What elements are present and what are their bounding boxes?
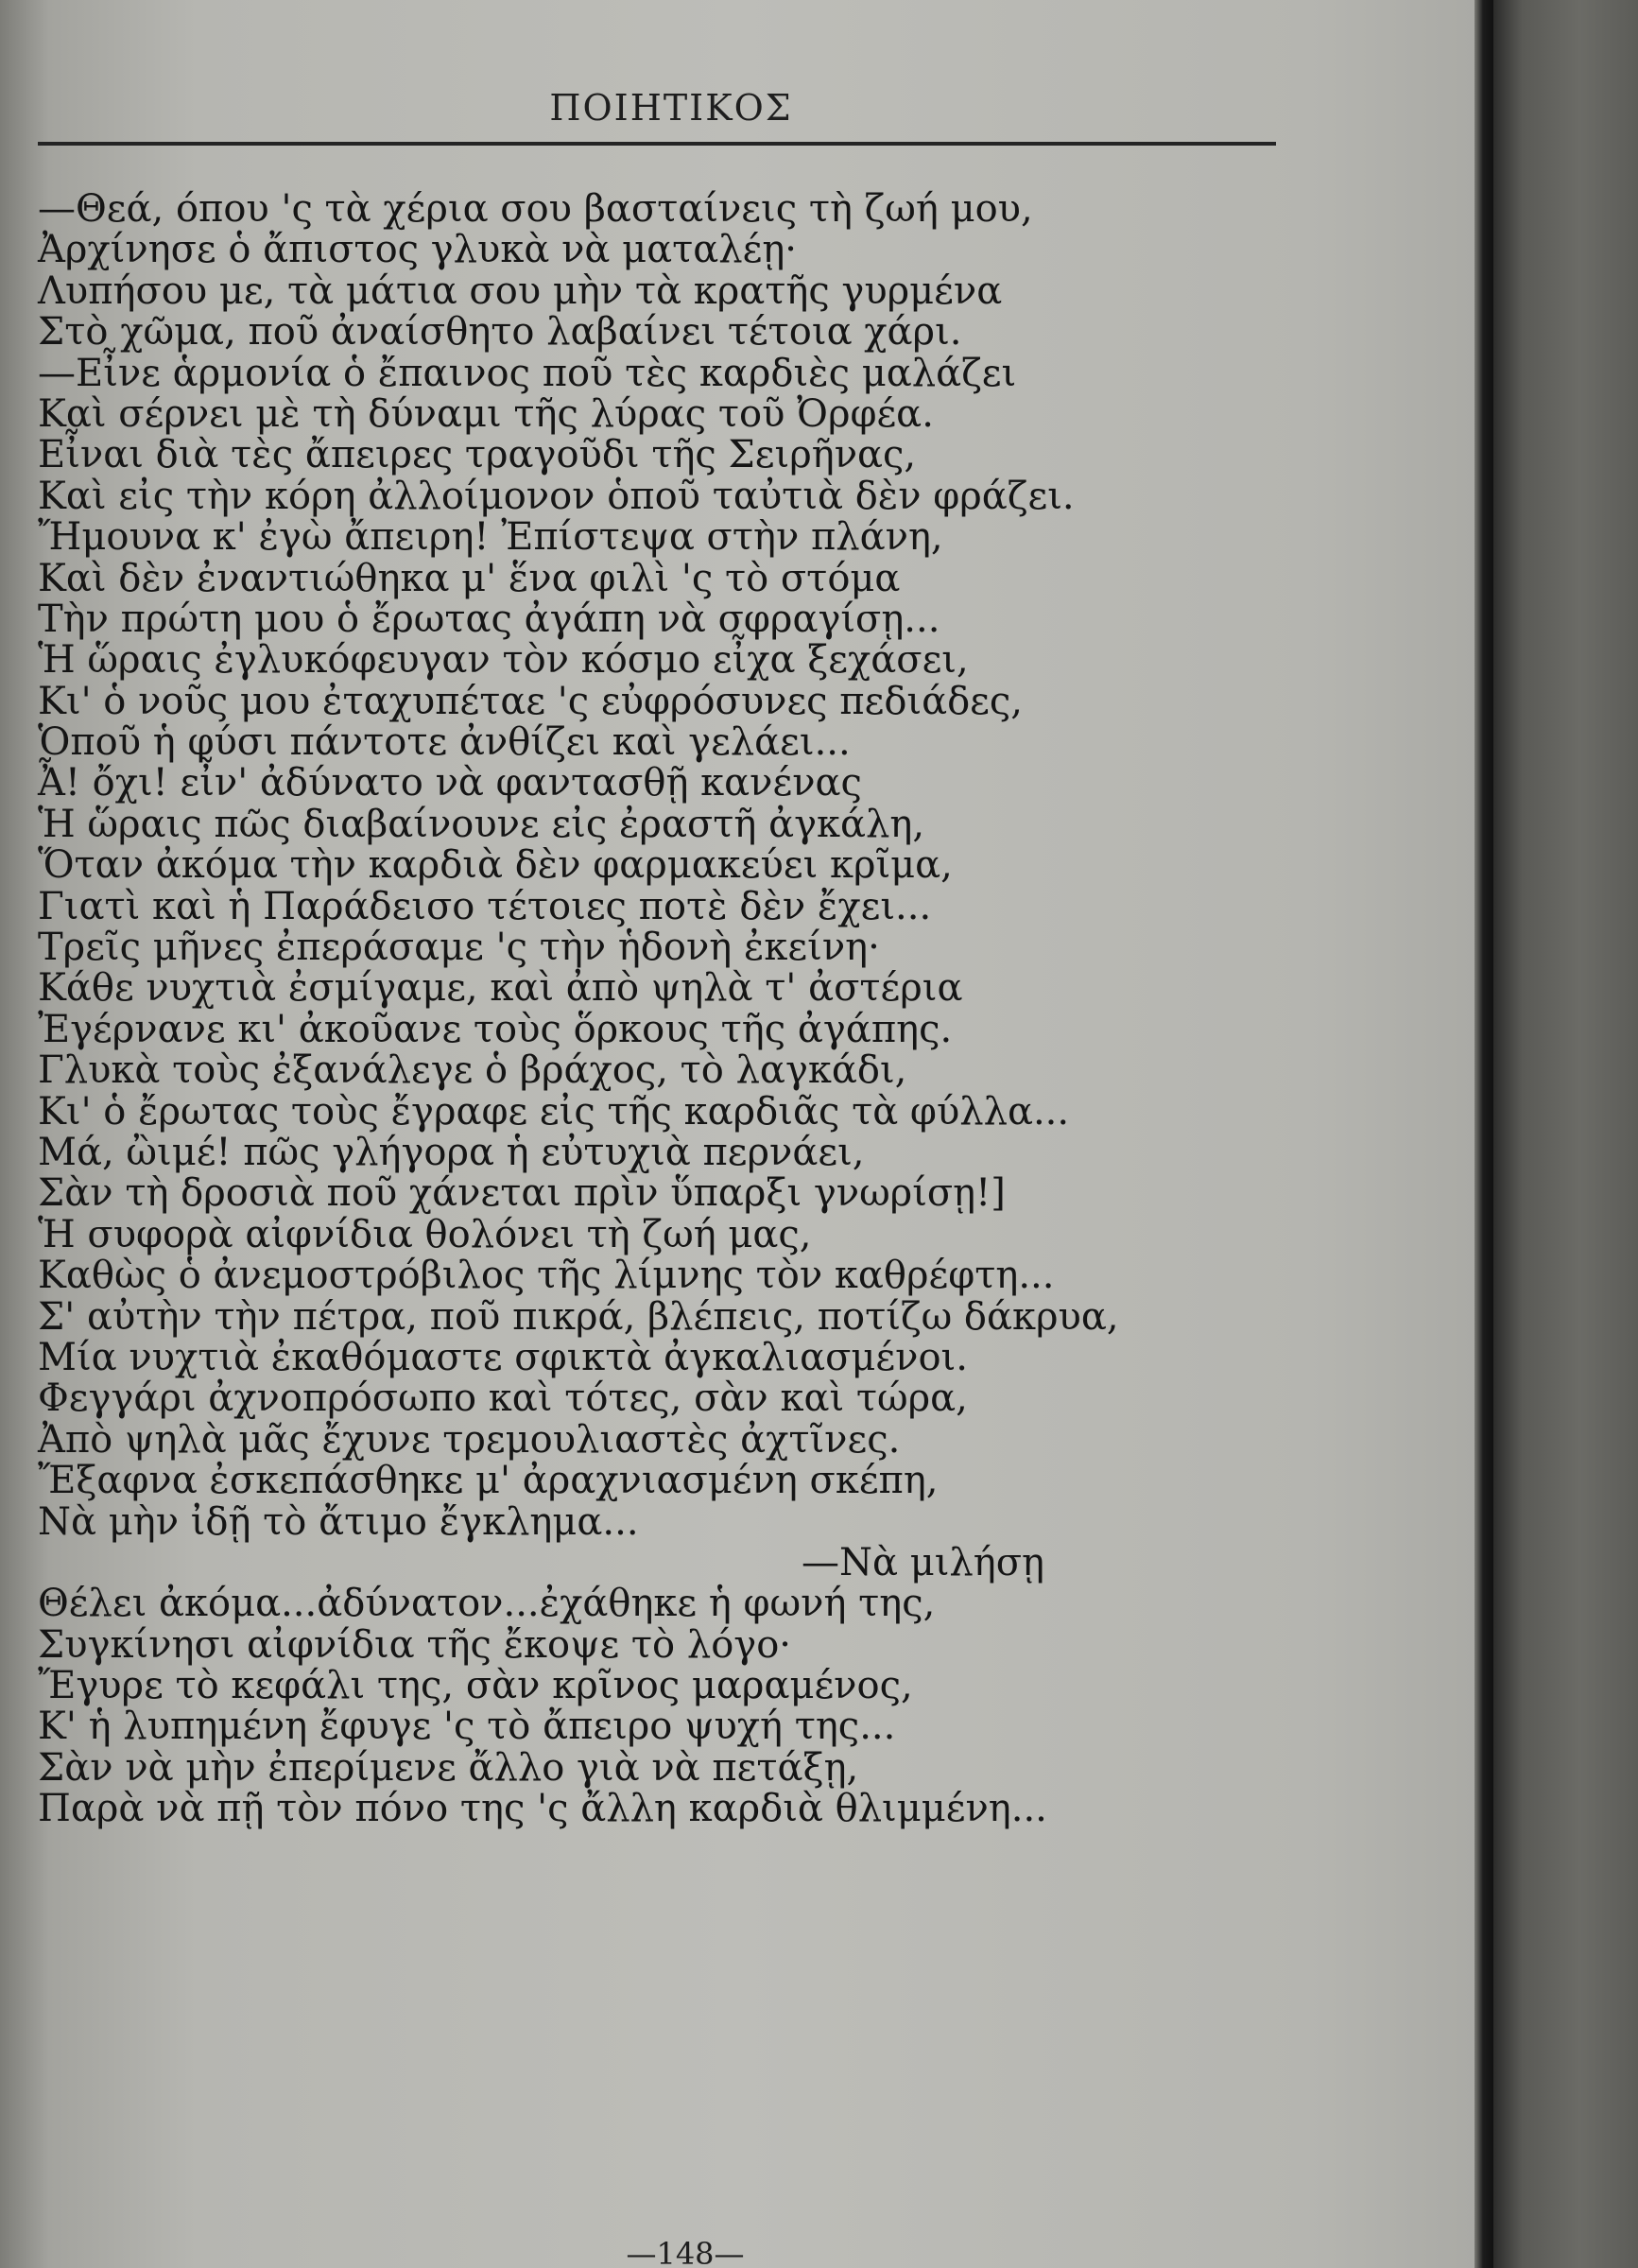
poem-line: Κ' ἡ λυπημένη ἔφυγε 'ς τὸ ἄπειρο ψυχή της... xyxy=(38,1705,896,1749)
poem-line: Μία νυχτιὰ ἐκαθόμαστε σφικτὰ ἀγκαλιασμένοι. xyxy=(38,1335,968,1379)
poem-line: Συγκίνησι αἰφνίδια τῆς ἔκοψε τὸ λόγο· xyxy=(38,1622,791,1667)
facing-page-edge xyxy=(1493,0,1638,2268)
running-title: ΠΟΙΗΤΙΚΟΣ xyxy=(549,87,793,129)
page-number: —148— xyxy=(626,2236,745,2268)
poem-line: Καὶ σέρνει μὲ τὴ δύναμι τῆς λύρας τοῦ Ὀρφέα. xyxy=(38,391,934,436)
poem-line: Κι' ὁ νοῦς μου ἐταχυπέταε 'ς εὐφρόσυνες πεδιάδες, xyxy=(38,679,1024,723)
poem-line: Ἀπὸ ψηλὰ μᾶς ἔχυνε τρεμουλιαστὲς ἀχτῖνες. xyxy=(38,1417,901,1462)
poem-line: Παρὰ νὰ πῇ τὸν πόνο της 'ς ἄλλη καρδιὰ θλιμμένη... xyxy=(38,1787,1047,1831)
poem-line: Ἐγέρνανε κι' ἀκοῦανε τοὺς ὅρκους τῆς ἀγάπης. xyxy=(38,1007,953,1051)
header-rule xyxy=(38,142,1276,146)
book-gutter xyxy=(1474,0,1493,2268)
poem-line: Ἀρχίνησε ὁ ἄπιστος γλυκὰ νὰ ματαλέῃ· xyxy=(38,228,798,272)
poem-line: Εἶναι διὰ τὲς ἄπειρες τραγοῦδι τῆς Σειρῆνας, xyxy=(38,433,917,477)
poem-line: —Εἶνε ἁρμονία ὁ ἔπαινος ποῦ τὲς καρδιὲς μαλάζει xyxy=(38,351,1017,395)
poem-line: Λυπήσου με, τὰ μάτια σου μὴν τὰ κρατῆς γυρμένα xyxy=(38,268,1003,313)
poem-line: Νὰ μὴν ἰδῇ τὸ ἄτιμο ἔγκλημα... xyxy=(38,1499,639,1544)
poem-line: Τὴν πρώτη μου ὁ ἔρωτας ἀγάπη νὰ σφραγίσῃ... xyxy=(38,597,940,641)
poem-line: —Νὰ μιλήσῃ xyxy=(802,1540,1044,1584)
poem-line: Κάθε νυχτιὰ ἐσμίγαμε, καὶ ἀπὸ ψηλὰ τ' ἀστέρια xyxy=(38,966,963,1011)
poem-line: Γλυκὰ τοὺς ἐξανάλεγε ὁ βράχος, τὸ λαγκάδι, xyxy=(38,1048,907,1093)
poem-line: Καὶ εἰς τὴν κόρη ἀλλοίμονον ὁποῦ ταὐτιὰ δὲν φράζει. xyxy=(38,474,1075,518)
poem-line: Θέλει ἀκόμα...ἀδύνατον...ἐχάθηκε ἡ φωνή της, xyxy=(38,1582,936,1626)
poem-line: Ἆ! ὄχι! εἶν' ἀδύνατο νὰ φαντασθῇ κανένας xyxy=(38,761,862,805)
poem-line: Ὅταν ἀκόμα τὴν καρδιὰ δὲν φαρμακεύει κρῖμα, xyxy=(38,843,953,888)
poem-line: Γιατὶ καὶ ἡ Παράδεισο τέτοιες ποτὲ δὲν ἔχει... xyxy=(38,884,932,928)
poem-line: Ἔγυρε τὸ κεφάλι της, σὰν κρῖνος μαραμένος, xyxy=(38,1664,913,1708)
poem-line: Ἤμουνα κ' ἐγὼ ἄπειρη! Ἐπίστεψα στὴν πλάνη, xyxy=(38,515,943,560)
poem-line: Ὁποῦ ἡ φύσι πάντοτε ἀνθίζει καὶ γελάει... xyxy=(38,720,851,765)
poem-line: Μά, ὢιμέ! πῶς γλήγορα ἡ εὐτυχιὰ περνάει, xyxy=(38,1130,865,1174)
poem-line: Ἡ ὥραις ἐγλυκόφευγαν τὸν κόσμο εἶχα ξεχάσει, xyxy=(38,638,969,683)
poem-line: Φεγγάρι ἀχνοπρόσωπο καὶ τότες, σὰν καὶ τώρα, xyxy=(38,1376,968,1421)
poem-line: Σὰν νὰ μὴν ἐπερίμενε ἄλλο γιὰ νὰ πετάξῃ, xyxy=(38,1745,859,1790)
poem-line: Κι' ὁ ἔρωτας τοὺς ἔγραφε εἰς τῆς καρδιᾶς τὰ φύλλα... xyxy=(38,1089,1070,1134)
poem-line: Ἔξαφνα ἐσκεπάσθηκε μ' ἀραχνιασμένη σκέπη, xyxy=(38,1459,939,1503)
poem-line: Στὸ χῶμα, ποῦ ἀναίσθητο λαβαίνει τέτοια χάρι. xyxy=(38,310,962,355)
poem-text xyxy=(38,189,1276,1830)
poem-line: Ἡ συφορὰ αἰφνίδια θολόνει τὴ ζωή μας, xyxy=(38,1212,812,1256)
poem-line: Ἡ ὥραις πῶς διαβαίνουνε εἰς ἐραστῆ ἀγκάλη, xyxy=(38,802,925,846)
poem-line: Καὶ δὲν ἐναντιώθηκα μ' ἕνα φιλὶ 'ς τὸ στόμα xyxy=(38,556,901,600)
poem-line: Σὰν τὴ δροσιὰ ποῦ χάνεται πρὶν ὕπαρξι γνωρίσῃ!] xyxy=(38,1171,1006,1216)
poem-line: Τρεῖς μῆνες ἐπεράσαμε 'ς τὴν ἡδονὴ ἐκείνη· xyxy=(38,926,880,970)
poem-line: —Θεά, όπου 'ς τὰ χέρια σου βασταίνεις τὴ ζωή μου, xyxy=(38,187,1033,231)
poem-line: Σ' αὐτὴν τὴν πέτρα, ποῦ πικρά, βλέπεις, ποτίζω δάκρυα, xyxy=(38,1294,1119,1339)
poem-line: Καθὼς ὁ ἀνεμοστρόβιλος τῆς λίμνης τὸν καθρέφτη... xyxy=(38,1254,1055,1298)
